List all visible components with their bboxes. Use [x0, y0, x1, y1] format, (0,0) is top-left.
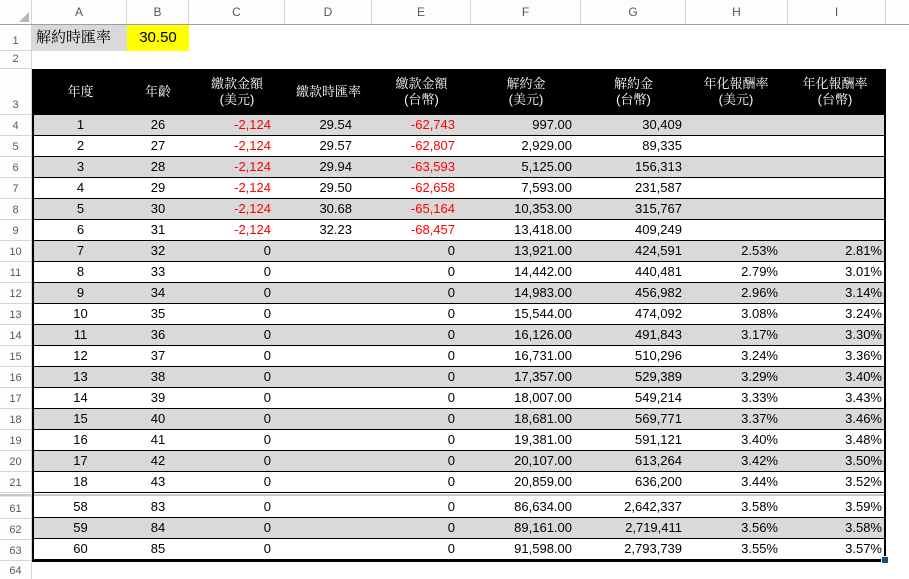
- row-header-17[interactable]: 17: [0, 388, 31, 409]
- cell-r12-c7[interactable]: 2.96%: [741, 285, 778, 300]
- row-header-10[interactable]: 10: [0, 241, 31, 262]
- cell-r9-c8[interactable]: [786, 220, 884, 240]
- cell-r9-c1[interactable]: 31: [150, 222, 166, 237]
- cell-r5-c0[interactable]: 2: [76, 138, 85, 153]
- cell-r12-c0[interactable]: 9: [76, 285, 85, 300]
- cell-r62-c0[interactable]: 59: [73, 520, 88, 535]
- cell-r11-c0[interactable]: 8: [76, 264, 85, 279]
- cell-r11-c6[interactable]: 440,481: [635, 264, 682, 279]
- cell-r13-c3[interactable]: [285, 304, 372, 324]
- cell-r63-c1[interactable]: 85: [150, 541, 166, 556]
- cell-r12-c2[interactable]: 0: [263, 285, 271, 300]
- cell-r61-c0[interactable]: 58: [73, 499, 88, 514]
- cell-r9-c6[interactable]: 409,249: [635, 222, 682, 237]
- cell-r19-c2[interactable]: 0: [263, 432, 271, 447]
- table-row-11: [34, 262, 884, 283]
- cell-r61-c1[interactable]: 83: [150, 499, 166, 514]
- table-row-19: [34, 430, 884, 451]
- cell-r18-c8[interactable]: 3.46%: [845, 411, 882, 426]
- table-row-16: [34, 367, 884, 388]
- table-row-10: [34, 241, 884, 262]
- cell-r61-c2[interactable]: 0: [263, 499, 271, 514]
- table-row-61: [34, 497, 884, 518]
- cell-r16-c0[interactable]: 13: [73, 369, 88, 384]
- cell-r21-c5[interactable]: 20,859.00: [514, 474, 572, 489]
- cell-r14-c1[interactable]: 36: [150, 327, 166, 342]
- cell-r4-c6[interactable]: 30,409: [642, 117, 682, 132]
- row-header-11[interactable]: 11: [0, 262, 31, 283]
- cell-r20-c1[interactable]: 42: [150, 453, 166, 468]
- column-header-b[interactable]: B: [127, 0, 189, 24]
- cell-r4-c3[interactable]: 29.54: [319, 117, 352, 132]
- cell-r19-c4[interactable]: 0: [447, 432, 455, 447]
- cell-r15-c4[interactable]: 0: [447, 348, 455, 363]
- column-header-d[interactable]: D: [285, 0, 372, 24]
- cell-r15-c1[interactable]: 37: [150, 348, 166, 363]
- cell-r7-c4[interactable]: -62,658: [410, 180, 455, 195]
- cell-r8-c5[interactable]: 10,353.00: [514, 201, 572, 216]
- cell-r5-c5[interactable]: 2,929.00: [521, 138, 572, 153]
- row-header-5[interactable]: 5: [0, 136, 31, 157]
- table-column-header-6: [581, 69, 686, 115]
- table-row-18: [34, 409, 884, 430]
- table-row-62: [34, 518, 884, 539]
- cell-r9-c7[interactable]: [686, 220, 786, 240]
- cell-r6-c6[interactable]: 156,313: [635, 159, 682, 174]
- column-header-c[interactable]: C: [189, 0, 285, 24]
- column-header-g[interactable]: G: [581, 0, 686, 24]
- cell-r17-c4[interactable]: 0: [447, 390, 455, 405]
- column-header-a[interactable]: A: [32, 0, 127, 24]
- header-line2: (美元): [718, 92, 754, 107]
- cell-r16-c3[interactable]: [285, 367, 372, 387]
- cell-r18-c4[interactable]: 0: [447, 411, 455, 426]
- table-column-header-3: [285, 69, 372, 115]
- cell-r19-c5[interactable]: 19,381.00: [514, 432, 572, 447]
- cell-r4-c7[interactable]: [686, 115, 786, 135]
- cell-r19-c7[interactable]: 3.40%: [741, 432, 778, 447]
- cell-r6-c7[interactable]: [686, 157, 786, 177]
- row-header-19[interactable]: 19: [0, 430, 31, 451]
- cell-r10-c6[interactable]: 424,591: [635, 243, 682, 258]
- cell-r16-c2[interactable]: 0: [263, 369, 271, 384]
- cell-r7-c0[interactable]: 4: [76, 180, 85, 195]
- cell-r17-c8[interactable]: 3.43%: [845, 390, 882, 405]
- cell-r6-c0[interactable]: 3: [76, 159, 85, 174]
- cell-r4-c5[interactable]: 997.00: [532, 117, 572, 132]
- cell-r63-c3[interactable]: [285, 539, 372, 559]
- cell-r63-c0[interactable]: 60: [73, 541, 88, 556]
- cell-r15-c6[interactable]: 510,296: [635, 348, 682, 363]
- cell-r13-c0[interactable]: 10: [73, 306, 88, 321]
- cell-r17-c6[interactable]: 549,214: [635, 390, 682, 405]
- cell-r7-c1[interactable]: 29: [150, 180, 166, 195]
- cell-r63-c4[interactable]: 0: [447, 541, 455, 556]
- cell-r12-c1[interactable]: 34: [150, 285, 166, 300]
- cell-r61-c7[interactable]: 3.58%: [741, 499, 778, 514]
- cell-r14-c0[interactable]: 11: [73, 327, 88, 342]
- header-line1: 年化報酬率: [703, 76, 769, 91]
- cell-r12-c4[interactable]: 0: [447, 285, 455, 300]
- cell-r10-c8[interactable]: 2.81%: [845, 243, 882, 258]
- cell-r21-c7[interactable]: 3.44%: [741, 474, 778, 489]
- table-row-13: [34, 304, 884, 325]
- table-row-4: [34, 115, 884, 136]
- cell-r8-c3[interactable]: 30.68: [319, 201, 352, 216]
- cell-r8-c7[interactable]: [686, 199, 786, 219]
- cell-r14-c6[interactable]: 491,843: [635, 327, 682, 342]
- cell-r4-c4[interactable]: -62,743: [410, 117, 455, 132]
- row-header-12[interactable]: 12: [0, 283, 31, 304]
- header-line2: (台幣): [404, 92, 439, 107]
- cell-r62-c6[interactable]: 2,719,411: [625, 520, 682, 535]
- cell-r14-c7[interactable]: 3.17%: [741, 327, 778, 342]
- cell-r17-c5[interactable]: 18,007.00: [514, 390, 572, 405]
- cell-r15-c7[interactable]: 3.24%: [741, 348, 778, 363]
- cell-r19-c6[interactable]: 591,121: [635, 432, 682, 447]
- cell-r18-c3[interactable]: [285, 409, 372, 429]
- cell-r20-c0[interactable]: 17: [73, 453, 88, 468]
- cell-r15-c3[interactable]: [285, 346, 372, 366]
- cell-r5-c4[interactable]: -62,807: [410, 138, 455, 153]
- cell-r19-c1[interactable]: 41: [150, 432, 166, 447]
- cell-r7-c6[interactable]: 231,587: [635, 180, 682, 195]
- header-line2: (美元): [508, 92, 544, 107]
- cell-r17-c7[interactable]: 3.33%: [741, 390, 778, 405]
- cell-r13-c7[interactable]: 3.08%: [741, 306, 778, 321]
- cell-b1-exchange-rate-value[interactable]: 30.50: [127, 25, 189, 51]
- cell-r20-c6[interactable]: 613,264: [635, 453, 682, 468]
- cell-r21-c1[interactable]: 43: [150, 474, 166, 489]
- table-row-6: [34, 157, 884, 178]
- cell-r12-c5[interactable]: 14,983.00: [514, 285, 572, 300]
- cell-r6-c5[interactable]: 5,125.00: [521, 159, 572, 174]
- cell-r5-c3[interactable]: 29.57: [319, 138, 352, 153]
- cell-r21-c8[interactable]: 3.52%: [845, 474, 882, 489]
- cell-r21-c2[interactable]: 0: [263, 474, 271, 489]
- cell-r9-c4[interactable]: -68,457: [410, 222, 455, 237]
- cell-r13-c5[interactable]: 15,544.00: [514, 306, 572, 321]
- cell-r14-c4[interactable]: 0: [447, 327, 455, 342]
- table-column-header-7: [686, 69, 786, 115]
- cell-r19-c0[interactable]: 16: [73, 432, 88, 447]
- cell-r63-c6[interactable]: 2,793,739: [624, 541, 682, 556]
- cell-r19-c3[interactable]: [285, 430, 372, 450]
- row-header-3[interactable]: 3: [0, 69, 31, 115]
- cell-r7-c8[interactable]: [786, 178, 884, 198]
- cell-r15-c8[interactable]: 3.36%: [845, 348, 882, 363]
- cell-r10-c4[interactable]: 0: [447, 243, 455, 258]
- header-line1: 解約金: [506, 76, 546, 91]
- cell-r15-c0[interactable]: 12: [73, 348, 88, 363]
- cell-r4-c2[interactable]: -2,124: [234, 117, 271, 132]
- cell-r63-c8[interactable]: 3.57%: [845, 541, 882, 556]
- header-line2: (台幣): [817, 92, 853, 107]
- table-header-row: [34, 69, 884, 115]
- row-header-18[interactable]: 18: [0, 409, 31, 430]
- cell-r11-c3[interactable]: [285, 262, 372, 282]
- cell-r5-c1[interactable]: 27: [150, 138, 166, 153]
- row-header-13[interactable]: 13: [0, 304, 31, 325]
- cell-r6-c3[interactable]: 29.94: [319, 159, 352, 174]
- table-row-7: [34, 178, 884, 199]
- cell-r13-c4[interactable]: 0: [447, 306, 455, 321]
- row-header-8[interactable]: 8: [0, 199, 31, 220]
- cell-r11-c4[interactable]: 0: [447, 264, 455, 279]
- cell-r63-c5[interactable]: 91,598.00: [514, 541, 572, 556]
- cell-r8-c0[interactable]: 5: [76, 201, 85, 216]
- cell-r13-c6[interactable]: 474,092: [635, 306, 682, 321]
- cell-r8-c4[interactable]: -65,164: [410, 201, 455, 216]
- cell-r11-c5[interactable]: 14,442.00: [514, 264, 572, 279]
- table-row-17: [34, 388, 884, 409]
- cell-r18-c5[interactable]: 18,681.00: [514, 411, 572, 426]
- header-line1: 年度: [67, 84, 94, 99]
- cell-r16-c5[interactable]: 17,357.00: [514, 369, 572, 384]
- cell-r62-c2[interactable]: 0: [263, 520, 271, 535]
- cell-r14-c3[interactable]: [285, 325, 372, 345]
- table-row-9: [34, 220, 884, 241]
- surrender-value-table: [32, 69, 886, 562]
- cell-r20-c3[interactable]: [285, 451, 372, 471]
- cell-r17-c0[interactable]: 14: [73, 390, 88, 405]
- row-header-64[interactable]: 64: [0, 561, 31, 579]
- header-line1: 年齡: [144, 84, 171, 99]
- cell-r18-c7[interactable]: 3.37%: [741, 411, 778, 426]
- cell-r10-c5[interactable]: 13,921.00: [514, 243, 572, 258]
- table-row-5: [34, 136, 884, 157]
- row-header-2[interactable]: 2: [0, 51, 31, 69]
- cell-r61-c8[interactable]: 3.59%: [845, 499, 882, 514]
- column-header-h[interactable]: H: [686, 0, 788, 24]
- cell-r12-c8[interactable]: 3.14%: [845, 285, 882, 300]
- cell-r62-c4[interactable]: 0: [447, 520, 455, 535]
- cell-r62-c3[interactable]: [285, 518, 372, 538]
- column-header-overflow: [886, 0, 909, 24]
- cell-r11-c7[interactable]: 2.79%: [741, 264, 778, 279]
- row-header-20[interactable]: 20: [0, 451, 31, 472]
- cell-r7-c7[interactable]: [686, 178, 786, 198]
- cell-r62-c8[interactable]: 3.58%: [845, 520, 882, 535]
- cell-r61-c5[interactable]: 86,634.00: [514, 499, 572, 514]
- row-header-14[interactable]: 14: [0, 325, 31, 346]
- row-header-21[interactable]: 21: [0, 472, 31, 493]
- cell-r16-c6[interactable]: 529,389: [635, 369, 682, 384]
- cell-r18-c2[interactable]: 0: [263, 411, 271, 426]
- cell-r7-c3[interactable]: 29.50: [319, 180, 352, 195]
- cell-r10-c1[interactable]: 32: [150, 243, 166, 258]
- cell-r21-c3[interactable]: [285, 472, 372, 492]
- cell-r16-c7[interactable]: 3.29%: [741, 369, 778, 384]
- cell-r10-c2[interactable]: 0: [263, 243, 271, 258]
- cell-r21-c6[interactable]: 636,200: [635, 474, 682, 489]
- row-header-15[interactable]: 15: [0, 346, 31, 367]
- cell-r16-c1[interactable]: 38: [150, 369, 166, 384]
- table-column-header-1: [127, 69, 189, 115]
- cell-r20-c8[interactable]: 3.50%: [845, 453, 882, 468]
- cell-r11-c8[interactable]: 3.01%: [845, 264, 882, 279]
- table-row-14: [34, 325, 884, 346]
- fill-handle[interactable]: [881, 556, 889, 564]
- header-line1: 繳款時匯率: [295, 84, 361, 99]
- row-header-63[interactable]: 63: [0, 540, 31, 561]
- cell-r63-c2[interactable]: 0: [263, 541, 271, 556]
- cell-r61-c6[interactable]: 2,642,337: [624, 499, 682, 514]
- cell-r14-c5[interactable]: 16,126.00: [514, 327, 572, 342]
- cell-r21-c4[interactable]: 0: [447, 474, 455, 489]
- cell-r4-c8[interactable]: [786, 115, 884, 135]
- header-line2: (台幣): [616, 92, 651, 107]
- cell-r13-c8[interactable]: 3.24%: [845, 306, 882, 321]
- table-column-header-2: [189, 69, 285, 115]
- cell-r20-c7[interactable]: 3.42%: [741, 453, 778, 468]
- row-header-4[interactable]: 4: [0, 115, 31, 136]
- cell-r62-c1[interactable]: 84: [150, 520, 166, 535]
- cell-r9-c3[interactable]: 32.23: [319, 222, 352, 237]
- cell-r9-c0[interactable]: 6: [76, 222, 85, 237]
- cell-r8-c6[interactable]: 315,767: [635, 201, 682, 216]
- header-line1: 繳款金額: [395, 76, 448, 91]
- cell-r62-c5[interactable]: 89,161.00: [514, 520, 572, 535]
- cell-r8-c1[interactable]: 30: [150, 201, 166, 216]
- cell-r20-c5[interactable]: 20,107.00: [514, 453, 572, 468]
- header-line1: 年化報酬率: [802, 76, 868, 91]
- cell-r21-c0[interactable]: 18: [73, 474, 88, 489]
- table-column-header-8: [786, 69, 884, 115]
- cell-r5-c8[interactable]: [786, 136, 884, 156]
- row-header-9[interactable]: 9: [0, 220, 31, 241]
- cell-r18-c0[interactable]: 15: [73, 411, 88, 426]
- cell-r17-c2[interactable]: 0: [263, 390, 271, 405]
- cell-r16-c8[interactable]: 3.40%: [845, 369, 882, 384]
- table-column-header-4: [372, 69, 471, 115]
- cell-r6-c2[interactable]: -2,124: [234, 159, 271, 174]
- row-header-6[interactable]: 6: [0, 157, 31, 178]
- cell-r6-c8[interactable]: [786, 157, 884, 177]
- table-row-21: [34, 472, 884, 493]
- cell-r9-c5[interactable]: 13,418.00: [514, 222, 572, 237]
- column-header-strip: [0, 0, 909, 25]
- cell-r17-c3[interactable]: [285, 388, 372, 408]
- header-line2: (美元): [219, 92, 255, 107]
- select-all-triangle-icon: [19, 12, 29, 22]
- cell-r13-c1[interactable]: 35: [150, 306, 166, 321]
- cell-r19-c8[interactable]: 3.48%: [845, 432, 882, 447]
- cell-r15-c5[interactable]: 16,731.00: [514, 348, 572, 363]
- column-header-f[interactable]: F: [471, 0, 581, 24]
- column-header-e[interactable]: E: [372, 0, 471, 24]
- column-header-i[interactable]: I: [788, 0, 886, 24]
- cell-r4-c0[interactable]: 1: [76, 117, 85, 132]
- cell-r6-c1[interactable]: 28: [150, 159, 166, 174]
- cell-r18-c1[interactable]: 40: [150, 411, 166, 426]
- row-header-gutter: [0, 25, 32, 579]
- cell-r5-c6[interactable]: 89,335: [642, 138, 682, 153]
- cell-r6-c4[interactable]: -63,593: [410, 159, 455, 174]
- table-row-15: [34, 346, 884, 367]
- row-header-1[interactable]: 1: [0, 25, 31, 51]
- cell-r5-c7[interactable]: [686, 136, 786, 156]
- cell-r18-c6[interactable]: 569,771: [635, 411, 682, 426]
- cell-r9-c2[interactable]: -2,124: [234, 222, 271, 237]
- cell-r20-c2[interactable]: 0: [263, 453, 271, 468]
- cell-r8-c8[interactable]: [786, 199, 884, 219]
- cell-r4-c1[interactable]: 26: [150, 117, 166, 132]
- cell-r62-c7[interactable]: 3.56%: [741, 520, 778, 535]
- row-header-7[interactable]: 7: [0, 178, 31, 199]
- cell-r63-c7[interactable]: 3.55%: [741, 541, 778, 556]
- cell-r14-c8[interactable]: 3.30%: [845, 327, 882, 342]
- table-row-12: [34, 283, 884, 304]
- header-line1: 繳款金額: [210, 76, 263, 91]
- header-line1: 解約金: [613, 76, 653, 91]
- cell-r17-c1[interactable]: 39: [150, 390, 166, 405]
- cell-r61-c3[interactable]: [285, 497, 372, 517]
- table-row-63: [34, 539, 884, 560]
- cell-r12-c3[interactable]: [285, 283, 372, 303]
- cell-r10-c3[interactable]: [285, 241, 372, 261]
- cell-r7-c2[interactable]: -2,124: [234, 180, 271, 195]
- cell-r15-c2[interactable]: 0: [263, 348, 271, 363]
- cell-a1-exchange-rate-label[interactable]: 解約時匯率: [32, 25, 127, 51]
- cell-r10-c0[interactable]: 7: [76, 243, 85, 258]
- cell-r5-c2[interactable]: -2,124: [234, 138, 271, 153]
- row-header-61[interactable]: 61: [0, 498, 31, 519]
- table-row-8: [34, 199, 884, 220]
- table-column-header-0: [34, 69, 127, 115]
- cell-r61-c4[interactable]: 0: [447, 499, 455, 514]
- cell-r11-c1[interactable]: 33: [150, 264, 166, 279]
- row-header-62[interactable]: 62: [0, 519, 31, 540]
- cell-r13-c2[interactable]: 0: [263, 306, 271, 321]
- cell-r7-c5[interactable]: 7,593.00: [521, 180, 572, 195]
- row-header-16[interactable]: 16: [0, 367, 31, 388]
- cell-r8-c2[interactable]: -2,124: [234, 201, 271, 216]
- cell-r12-c6[interactable]: 456,982: [635, 285, 682, 300]
- cell-r10-c7[interactable]: 2.53%: [741, 243, 778, 258]
- cell-r16-c4[interactable]: 0: [447, 369, 455, 384]
- cell-r11-c2[interactable]: 0: [263, 264, 271, 279]
- table-column-header-5: [471, 69, 581, 115]
- cell-r14-c2[interactable]: 0: [263, 327, 271, 342]
- select-all-corner[interactable]: [0, 0, 32, 24]
- table-row-20: [34, 451, 884, 472]
- cell-r20-c4[interactable]: 0: [447, 453, 455, 468]
